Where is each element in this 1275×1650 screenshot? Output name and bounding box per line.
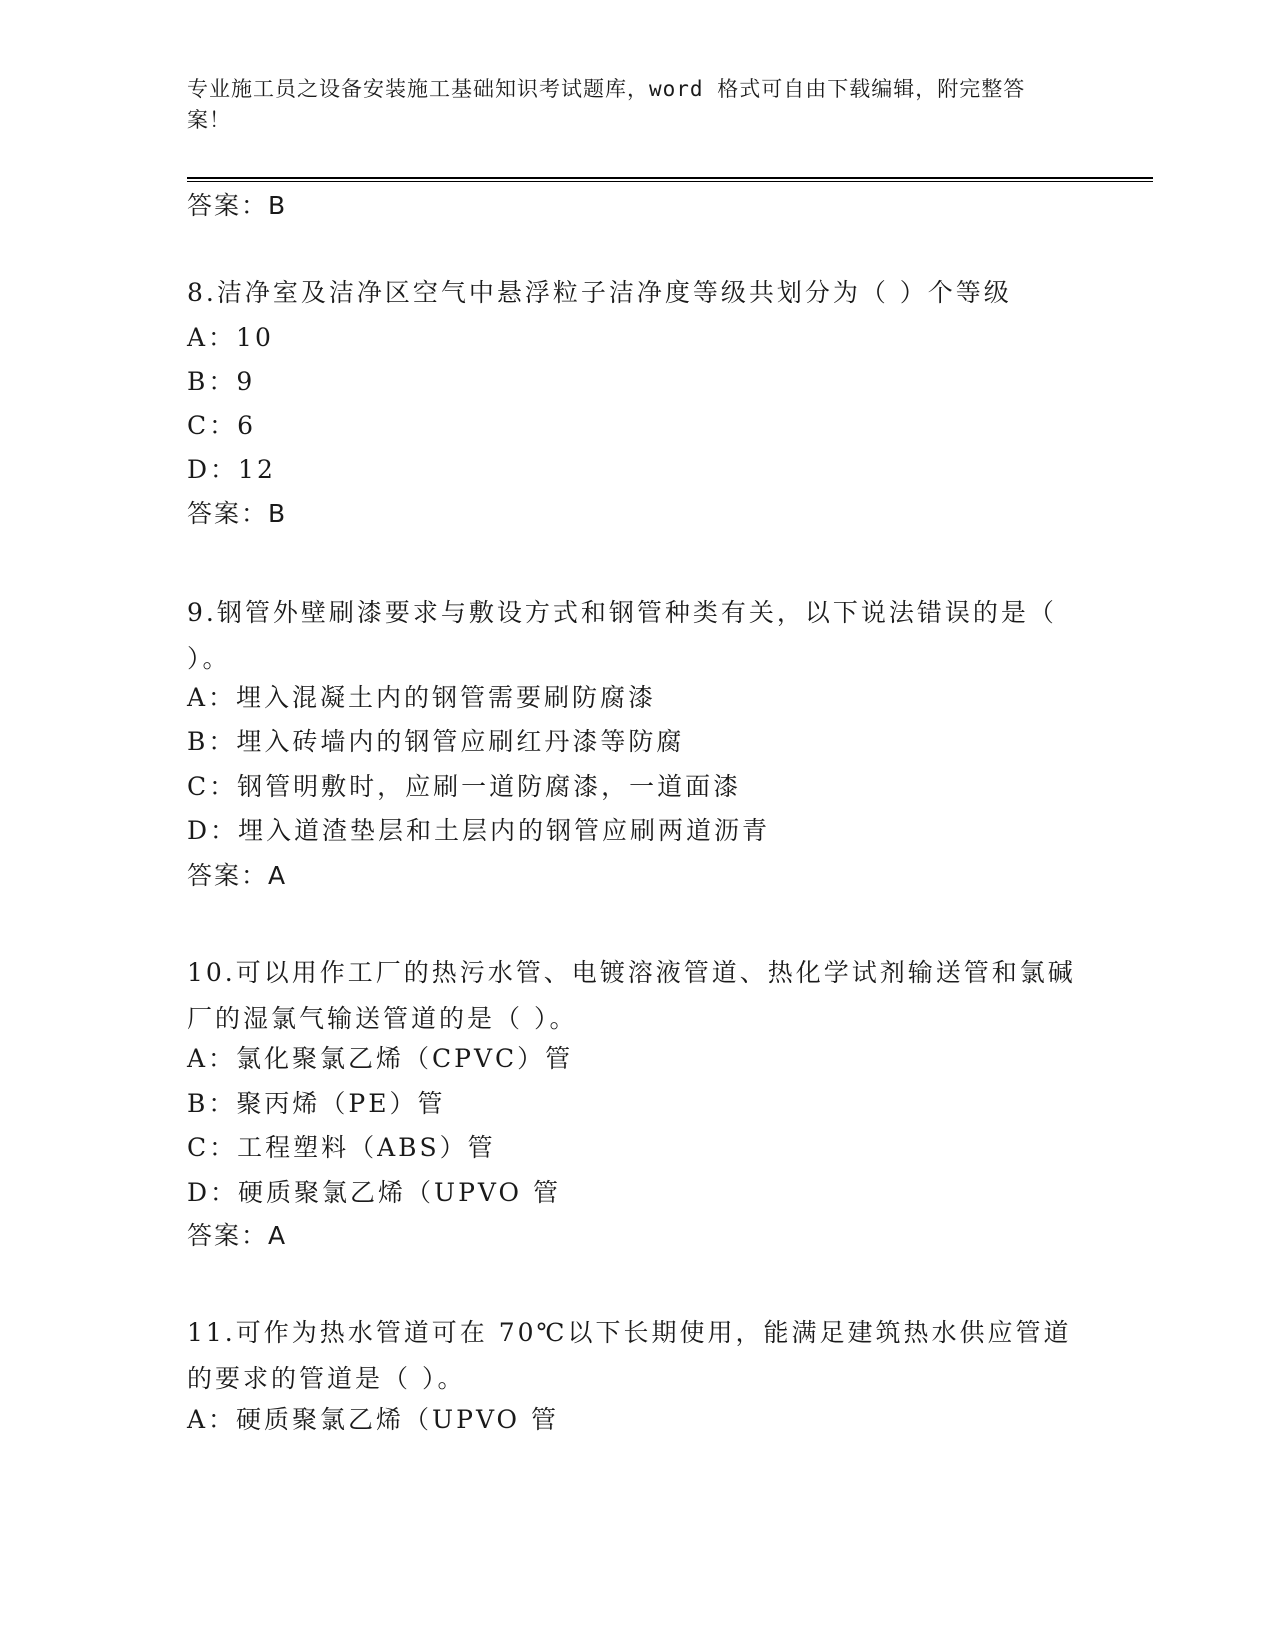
question-10-option-b: B：聚丙烯（PE）管 xyxy=(187,1089,446,1118)
question-9-option-b: B：埋入砖墙内的钢管应刷红丹漆等防腐 xyxy=(187,727,685,756)
question-8-answer: 答案：B xyxy=(187,499,288,528)
header-divider-thick xyxy=(187,177,1153,179)
question-9-text: 9.钢管外壁刷漆要求与敷设方式和钢管种类有关，以下说法错误的是（ ）。 xyxy=(187,598,1057,673)
question-9-answer: 答案：A xyxy=(187,861,288,890)
question-8-option-b: B：9 xyxy=(187,367,256,396)
question-10-text: 10.可以用作工厂的热污水管、电镀溶液管道、热化学试剂输送管和氯碱厂的湿氯气输送管道的是（ ）。 xyxy=(187,958,1076,1033)
question-9-option-d: D：埋入道渣垫层和土层内的钢管应刷两道沥青 xyxy=(187,816,771,845)
question-8-option-d: D：12 xyxy=(187,455,276,484)
question-10-option-a: A：氯化聚氯乙烯（CPVC）管 xyxy=(187,1044,574,1073)
document-header: 专业施工员之设备安装施工基础知识考试题库，word 格式可自由下载编辑，附完整答案！ xyxy=(187,77,1026,132)
question-9-option-c: C：钢管明敷时，应刷一道防腐漆，一道面漆 xyxy=(187,772,742,801)
answer-prev: 答案：B xyxy=(187,191,288,220)
question-10-option-c: C：工程塑料（ABS）管 xyxy=(187,1133,496,1162)
question-11-option-a: A：硬质聚氯乙烯（UPVO 管 xyxy=(187,1405,560,1434)
question-8-text: 8.洁净室及洁净区空气中悬浮粒子洁净度等级共划分为（ ）个等级 xyxy=(187,278,1012,307)
question-10-answer: 答案：A xyxy=(187,1221,288,1250)
header-divider-thin xyxy=(187,181,1153,182)
question-9-option-a: A：埋入混凝土内的钢管需要刷防腐漆 xyxy=(187,683,657,712)
question-8-option-a: A：10 xyxy=(187,323,274,352)
question-11-text: 11.可作为热水管道可在 70℃以下长期使用，能满足建筑热水供应管道的要求的管道是（ ）。 xyxy=(187,1318,1072,1393)
question-8-option-c: C：6 xyxy=(187,411,257,440)
question-10-option-d: D：硬质聚氯乙烯（UPVO 管 xyxy=(187,1178,561,1207)
